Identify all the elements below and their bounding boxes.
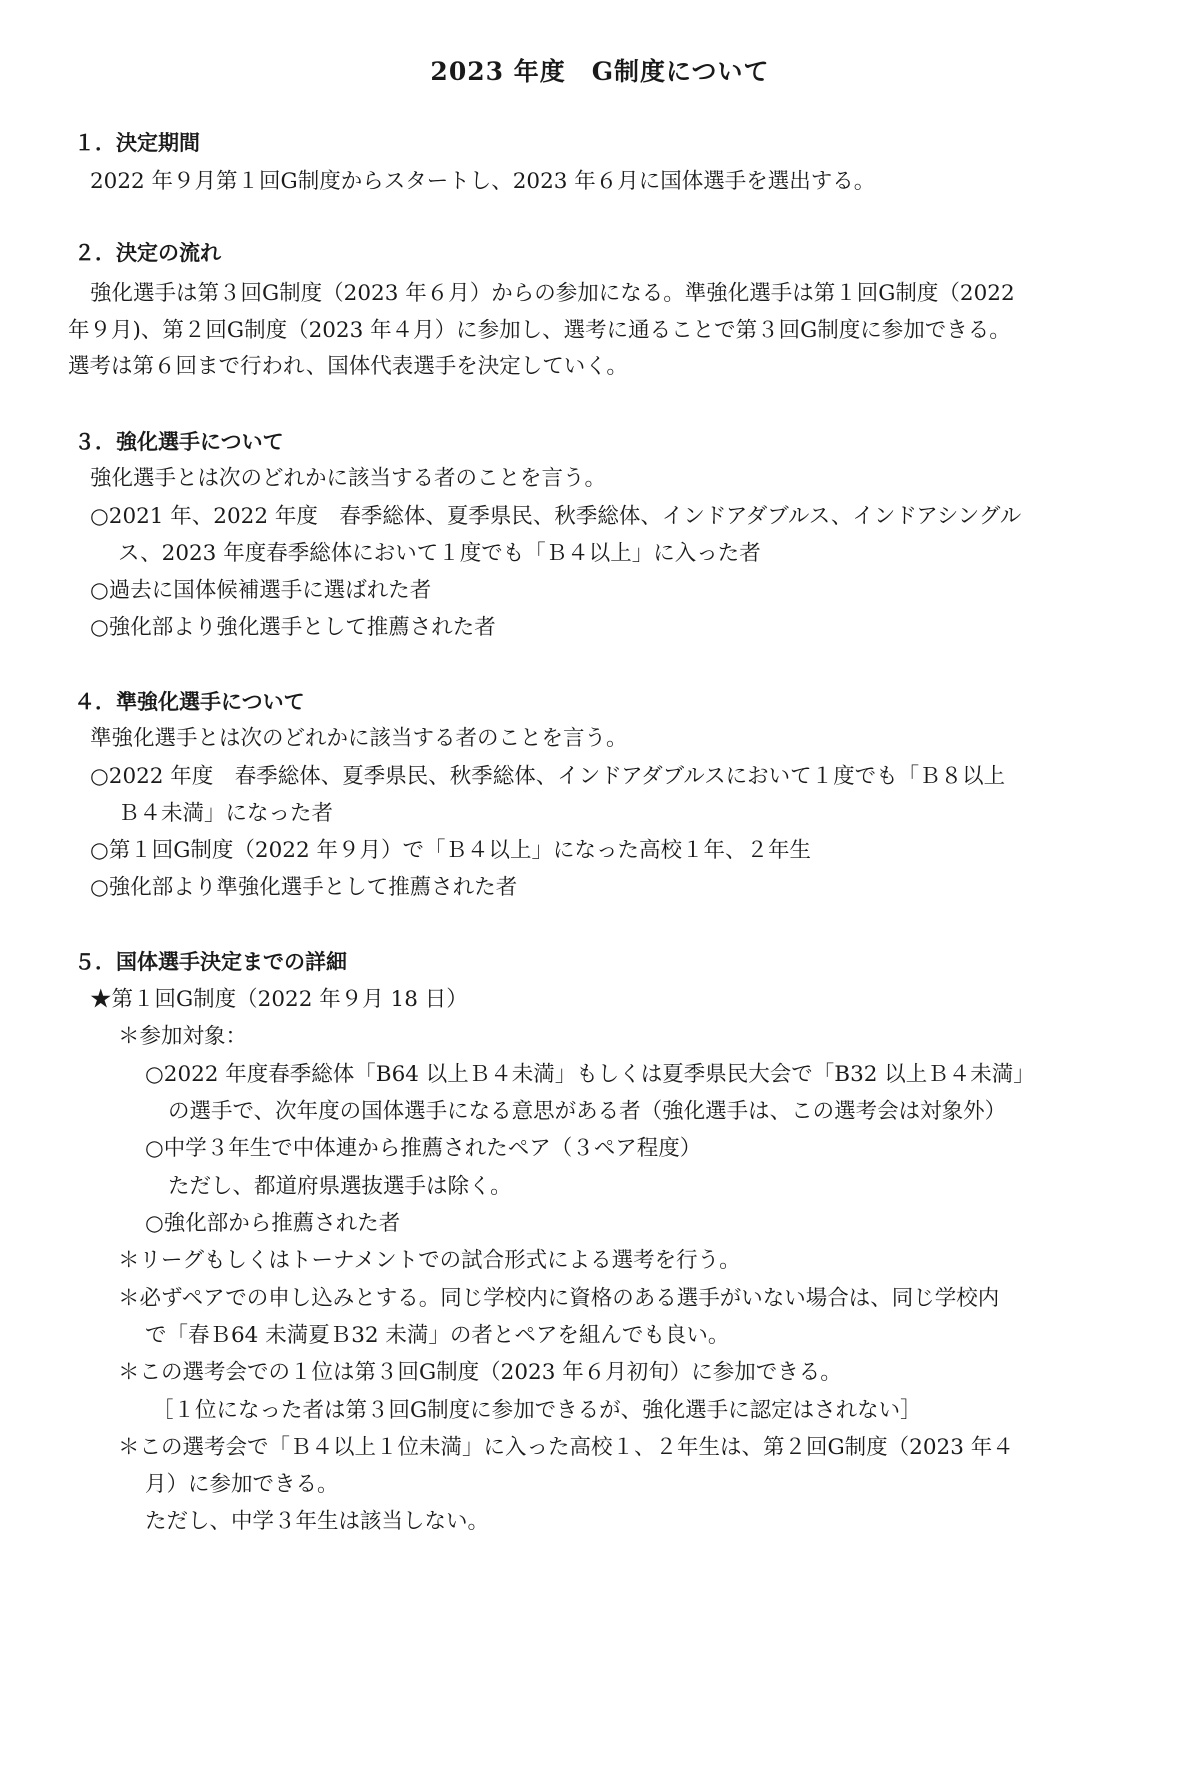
section-3-line: ○2021 年、2022 年度 春季総体、夏季県民、秋季総体、インドアダブルス、インドアシングル	[90, 504, 1022, 529]
section-5-line: ＊参加対象：	[118, 1024, 248, 1049]
section-3-line: ○強化部より強化選手として推薦された者	[90, 615, 496, 640]
section-5-line: ★第１回G制度（2022 年９月 18 日）	[90, 987, 468, 1012]
section-5-line: ただし、都道府県選抜選手は除く。	[168, 1174, 512, 1199]
section-5-line: ○強化部から推薦された者	[145, 1211, 401, 1236]
section-2-line: 選考は第６回まで行われ、国体代表選手を決定していく。	[68, 354, 628, 379]
section-3-line: 強化選手とは次のどれかに該当する者のことを言う。	[90, 466, 607, 491]
section-5-line: ＊リーグもしくはトーナメントでの試合形式による選考を行う。	[118, 1248, 741, 1273]
section-5-heading: ５．国体選手決定までの詳細	[74, 950, 347, 974]
section-5-line: ○2022 年度春季総体「B64 以上Ｂ４未満」もしくは夏季県民大会で「B32 以上Ｂ４未満」	[145, 1062, 1035, 1087]
section-2-heading: ２．決定の流れ	[74, 241, 221, 265]
section-2-line: 強化選手は第３回G制度（2023 年６月）からの参加になる。準強化選手は第１回G制度（2022	[90, 281, 1015, 306]
section-2-line: 年９月)、第２回G制度（2023 年４月）に参加し、選考に通ることで第３回G制度に参加できる。	[68, 318, 1011, 343]
section-5-line: で「春Ｂ64 未満夏Ｂ32 未満」の者とペアを組んでも良い。	[145, 1323, 730, 1348]
section-5-line: の選手で、次年度の国体選手になる意思がある者（強化選手は、この選考会は対象外）	[168, 1099, 1007, 1124]
section-4-line: ○2022 年度 春季総体、夏季県民、秋季総体、インドアダブルスにおいて１度でも「Ｂ８以上	[90, 764, 1006, 789]
section-5-line: ＊この選考会で「Ｂ４以上１位未満」に入った高校１、２年生は、第２回G制度（2023 年４	[118, 1435, 1014, 1460]
section-4-line: 準強化選手とは次のどれかに該当する者のことを言う。	[90, 726, 628, 751]
section-1-heading: １．決定期間	[74, 131, 200, 155]
section-3-heading: ３．強化選手について	[74, 430, 284, 454]
section-5-line: ［１位になった者は第３回G制度に参加できるが、強化選手に認定はされない］	[152, 1398, 922, 1423]
section-4-line: ○第１回G制度（2022 年９月）で「Ｂ４以上」になった高校１年、２年生	[90, 838, 811, 863]
section-5-line: ただし、中学３年生は該当しない。	[145, 1509, 490, 1534]
document-title: 2023 年度 G制度について	[430, 57, 770, 86]
section-5-line: ○中学３年生で中体連から推薦されたペア（３ペア程度）	[145, 1136, 702, 1161]
section-3-line: ○過去に国体候補選手に選ばれた者	[90, 578, 432, 603]
section-4-line: ○強化部より準強化選手として推薦された者	[90, 875, 518, 900]
section-3-line: ス、2023 年度春季総体において１度でも「Ｂ４以上」に入った者	[118, 541, 761, 566]
section-5-line: 月）に参加できる。	[145, 1472, 339, 1497]
section-5-line: ＊この選考会での１位は第３回G制度（2023 年６月初旬）に参加できる。	[118, 1360, 842, 1385]
section-4-heading: ４．準強化選手について	[74, 690, 305, 714]
section-1-line: 2022 年９月第１回G制度からスタートし、2023 年６月に国体選手を選出する。	[90, 169, 876, 194]
section-5-line: ＊必ずペアでの申し込みとする。同じ学校内に資格のある選手がいない場合は、同じ学校内	[118, 1286, 1000, 1311]
section-4-line: Ｂ４未満」になった者	[118, 801, 334, 826]
